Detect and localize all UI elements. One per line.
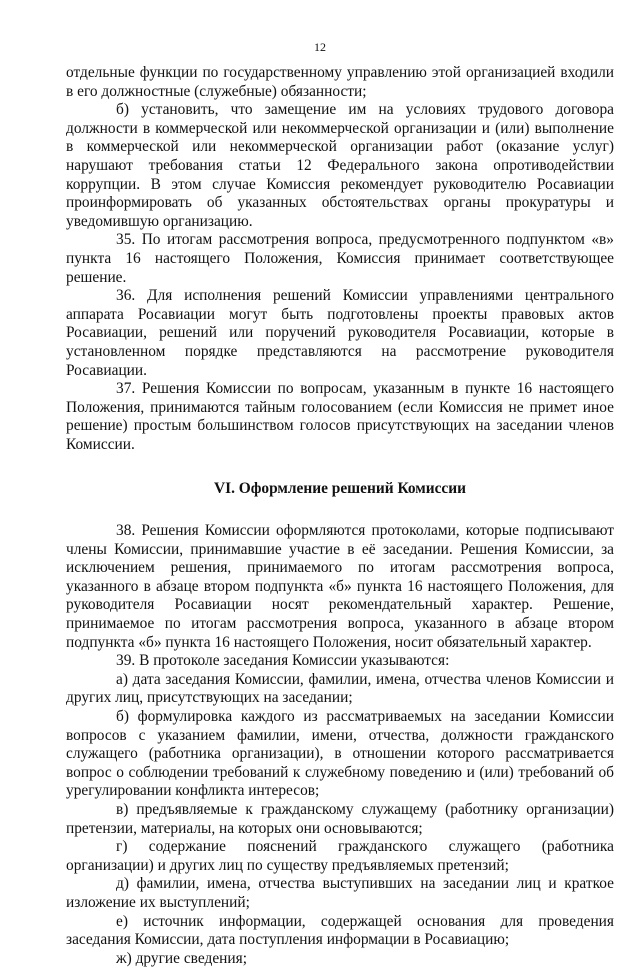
- paragraph-39g: г) содержание пояснений гражданского служащего (работника организации) и других лиц по существу предъявляемых претензий;: [66, 838, 614, 874]
- paragraph-39v: в) предъявляемые к гражданскому служащему (работнику организации) претензии, материалы, на которых они основываются;: [66, 800, 614, 837]
- document-body: [66, 64, 614, 968]
- paragraph-39b: б) формулировка каждого из рассматриваемых на заседании Комиссии вопросов с указанием фамилии, имени, отчества, должности гражданского служащего (работника организации), в отношении которого рассматривается вопрос о соблюдении требований к служебному поведению и (или) требований об урегулировании конфликта интересов;: [66, 708, 614, 800]
- paragraph-39: 39. В протоколе заседания Комиссии указываются:: [116, 652, 450, 670]
- page-number: 12: [314, 40, 326, 54]
- paragraph-36: 36. Для исполнения решений Комиссии управлениями центрального аппарата Росавиации могут быть подготовлены проекты правовых актов Росавиации, решений или поручений руководителя Росавиации, которые в установленном порядке представляются на рассмотрение руководителя Росавиации.: [66, 287, 614, 379]
- paragraph-38: 38. Решения Комиссии оформляются протоколами, которые подписывают члены Комиссии, принимавшие участие в её заседании. Решения Комиссии, за исключением решения, принимаемого по итогам рассмотрения вопроса, указанного в абзаце втором подпункта «б» пункта 16 настоящего Положения, для руководителя Росавиации носят рекомендательный характер. Решение, принимаемое по итогам рассмотрения вопроса, указанного в абзаце втором подпункта «б» пункта 16 настоящего Положения, носит обязательный характер.: [66, 522, 614, 651]
- section-heading: VI. Оформление решений Комиссии: [213, 480, 466, 498]
- paragraph-37: 37. Решения Комиссии по вопросам, указанным в пункте 16 настоящего Положения, принимаются тайным голосованием (если Комиссия не примет иное решение) простым большинством голосов присутствующих на заседании членов Комиссии.: [66, 380, 614, 453]
- paragraph-39zh: ж) другие сведения;: [116, 949, 247, 967]
- paragraph-continuation: отдельные функции по государственному управлению этой организацией входили в его должностные (служебные) обязанности;: [66, 64, 614, 100]
- paragraph-39a: а) дата заседания Комиссии, фамилии, имена, отчества членов Комиссии и других лиц, присутствующих на заседании;: [66, 670, 614, 707]
- paragraph-39d: д) фамилии, имена, отчества выступивших на заседании лиц и краткое изложение их выступлений;: [66, 875, 614, 911]
- paragraph-34b: б) установить, что замещение им на условиях трудового договора должности в коммерческой или некоммерческой организации и (или) выполнение в коммерческой или некоммерческой организации работ (оказание услуг) нарушают требования статьи 12 Федерального закона опротиводействии коррупции. В этом случае Комиссия рекомендует руководителю Росавиации проинформировать об указанных обстоятельствах органы прокуратуры и уведомившую организацию.: [66, 101, 614, 230]
- paragraph-39e: е) источник информации, содержащей основания для проведения заседания Комиссии, дата поступления информации в Росавиацию;: [66, 912, 614, 949]
- paragraph-35: 35. По итогам рассмотрения вопроса, предусмотренного подпунктом «в» пункта 16 настоящего Положения, Комиссия принимает соответствующее решение.: [66, 231, 614, 286]
